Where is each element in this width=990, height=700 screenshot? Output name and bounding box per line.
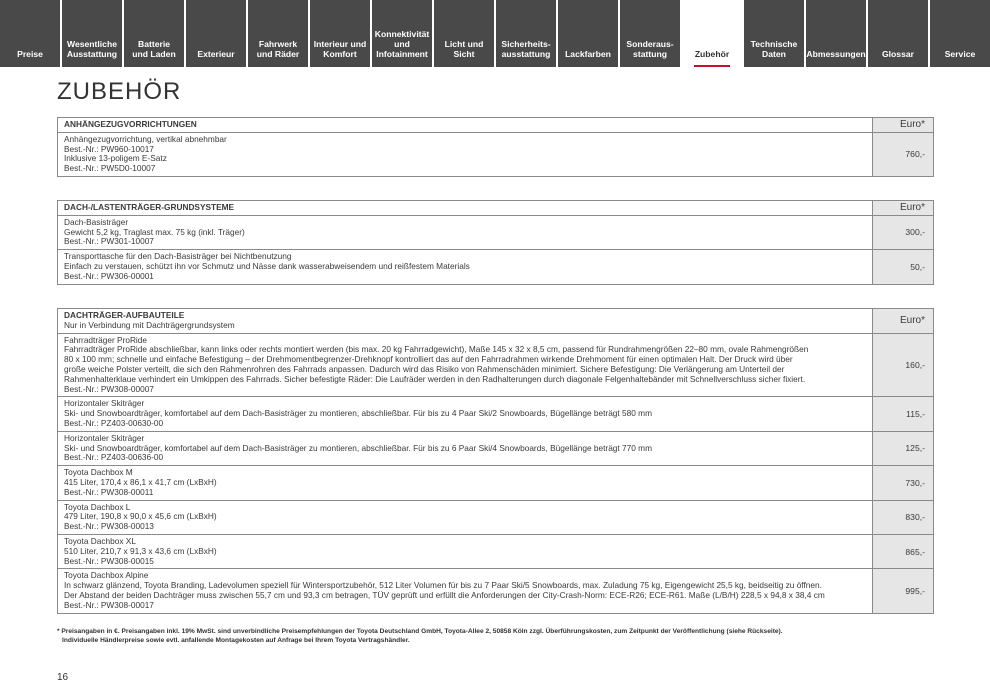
item-detail-line: Ski- und Snowboardträger, komfortabel auf dem Dach-Basisträger zu montieren, abschließbar. Für bis zu 4 Paar Ski/2 Snowboards, Bügellänge beträgt 580 mm: [64, 408, 653, 419]
section-subtitle: Nur in Verbindung mit Dachträgergrundsystem: [64, 319, 235, 330]
item-detail-line: Fahrradträger ProRide abschließbar, kann links oder rechts montiert werden (bis max. 20 kg Fahrradgewicht), Maße 145 x 32 x 8,5 cm, passend für Rundrahmengrößen 22–80 mm, ovale Rahmengrößen: [64, 344, 809, 355]
page-title: ZUBEHÖR: [57, 78, 182, 105]
nav-tab-3[interactable]: Exterieur: [186, 0, 246, 67]
item-price: 300,-: [872, 216, 933, 249]
nav-tab-14[interactable]: Glossar: [868, 0, 928, 67]
item-name: Dach-Basisträger: [64, 216, 129, 227]
item-price: 865,-: [872, 535, 933, 568]
item-detail-line: Gewicht 5,2 kg, Traglast max. 75 kg (inkl. Träger): [64, 226, 245, 237]
footnote-line-1: * Preisangaben in €. Preisangaben inkl. 19% MwSt. sind unverbindliche Preisempfehlungen der Toyota Deutschland GmbH, Toyota-Allee 2, 50858 Köln zzgl. Überführungskosten, zum Zeitpunkt der Veröffentlichung (siehe Rückseite).: [57, 628, 783, 635]
nav-tab-9[interactable]: Lackfarben: [558, 0, 618, 67]
item-detail-line: Best.-Nr.: PW301-10007: [64, 236, 154, 247]
nav-tab-13[interactable]: Abmessungen: [806, 0, 866, 67]
item-price: 160,-: [872, 334, 933, 397]
item-price: 50,-: [872, 250, 933, 283]
nav-tab-5[interactable]: Interieur und Komfort: [310, 0, 370, 67]
item-name: Anhängezugvorrichtung, vertikal abnehmbar: [64, 133, 227, 144]
section-header: [58, 309, 933, 333]
nav-tab-11[interactable]: Zubehör: [682, 0, 742, 67]
item-detail-line: 80 x 100 mm; schnelle und einfache Befestigung – der Drehmomentbegrenzer-Drehknopf kontrolliert das auf den Fahrradrahmen wirkende Drehmoment für einen optimalen Halt. Der Druck wird über: [64, 354, 793, 365]
item-name: Transporttasche für den Dach-Basisträger bei Nichtbenutzung: [64, 251, 292, 262]
nav-tab-10[interactable]: Sonderaus- stattung: [620, 0, 680, 67]
item-name: Toyota Dachbox M: [64, 467, 133, 478]
table-row: [58, 465, 933, 499]
page-number: 16: [57, 672, 69, 683]
item-detail-line: Best.-Nr.: PW960-10017: [64, 143, 154, 154]
item-detail-line: 479 Liter, 190,8 x 90,0 x 45,6 cm (LxBxH): [64, 511, 217, 522]
table-row: [58, 568, 933, 612]
item-detail-line: Best.-Nr.: PW308-00013: [64, 521, 154, 532]
item-price: 760,-: [872, 133, 933, 176]
section-title: ANHÄNGEZUGVORRICHTUNGEN: [64, 119, 197, 129]
item-price: 830,-: [872, 501, 933, 534]
section-header: [58, 118, 933, 132]
price-footnote: [57, 627, 937, 645]
item-detail-line: Best.-Nr.: PW308-00007: [64, 383, 154, 394]
item-detail-line: Best.-Nr.: PW308-00015: [64, 555, 154, 566]
nav-tab-15[interactable]: Service: [930, 0, 990, 67]
currency-header: Euro*: [872, 201, 933, 215]
section-roof-rack-base: [57, 200, 934, 285]
item-name: Toyota Dachbox Alpine: [64, 570, 149, 581]
nav-tab-4[interactable]: Fahrwerk und Räder: [248, 0, 308, 67]
item-detail-line: Der Abstand der beiden Dachträger muss zwischen 55,7 cm und 93,3 cm betragen, TÜV geprüft und erfüllt die Anforderungen der City-Crash-Norm: ECE-R26; ECE-R61. Maße (L/B/H) 228,5 x 94,8 x 38,4 cm: [64, 589, 825, 600]
table-row: [58, 132, 933, 176]
section-roof-rack-attachments: [57, 308, 934, 614]
nav-tab-2[interactable]: Batterie und Laden: [124, 0, 184, 67]
chapter-nav: [0, 0, 990, 67]
item-name: Horizontaler Skiträger: [64, 432, 145, 443]
item-detail-line: Best.-Nr.: PW308-00011: [64, 486, 154, 497]
nav-tab-6[interactable]: Konnektivität und Infotainment: [372, 0, 432, 67]
item-detail-line: Inklusive 13-poligem E-Satz: [64, 153, 167, 164]
item-name: Horizontaler Skiträger: [64, 398, 145, 409]
table-row: [58, 249, 933, 283]
table-row: [58, 215, 933, 249]
item-detail-line: große weiche Polster verteilt, die sich den Rahmenrohren des Fahrrads anpassen. Dadurch wird das Risiko von Rahmenschäden minimiert. Sichere Befestigung: Die Verlängerung am Unterteil der: [64, 363, 785, 374]
table-row: [58, 396, 933, 430]
nav-tab-7[interactable]: Licht und Sicht: [434, 0, 494, 67]
nav-tab-1[interactable]: Wesentliche Ausstattung: [62, 0, 122, 67]
nav-tab-8[interactable]: Sicherheits- ausstattung: [496, 0, 556, 67]
item-detail-line: Best.-Nr.: PW5D0-10007: [64, 163, 156, 174]
table-row: [58, 500, 933, 534]
item-name: Toyota Dachbox L: [64, 501, 131, 512]
table-row: [58, 431, 933, 465]
nav-tab-12[interactable]: Technische Daten: [744, 0, 804, 67]
currency-header: Euro*: [872, 309, 933, 333]
item-price: 995,-: [872, 569, 933, 612]
item-detail-line: Best.-Nr.: PW306-00001: [64, 270, 154, 281]
currency-header: Euro*: [872, 118, 933, 132]
item-detail-line: Best.-Nr.: PW308-00017: [64, 599, 154, 610]
nav-tab-0[interactable]: Preise: [0, 0, 60, 67]
item-detail-line: 510 Liter, 210,7 x 91,3 x 43,6 cm (LxBxH): [64, 545, 217, 556]
item-name: Toyota Dachbox XL: [64, 535, 136, 546]
item-price: 125,-: [872, 432, 933, 465]
item-detail-line: Rahmenhalterklaue verhindert ein Umkippen des Fahrrads. Sicher befestigte Räder: Die Laufräder werden in den Radhalterungen durch diagonale Felgenhaltebänder mit Schnellverschluss sicher fixiert.: [64, 373, 806, 384]
item-price: 115,-: [872, 397, 933, 430]
item-detail-line: Best.-Nr.: PZ403-00636-00: [64, 452, 164, 463]
item-detail-line: Ski- und Snowboardträger, komfortabel auf dem Dach-Basisträger zu montieren, abschließbar. Für bis zu 6 Paar Ski/4 Snowboards, Bügellänge beträgt 770 mm: [64, 442, 653, 453]
table-row: [58, 333, 933, 397]
table-row: [58, 534, 933, 568]
section-trailer-hitches: [57, 117, 934, 177]
item-detail-line: Best.-Nr.: PZ403-00630-00: [64, 417, 164, 428]
footnote-line-2: Individuelle Händlerpreise sowie evtl. anfallende Montagekosten auf Anfrage bei Ihrem Toyota Vertragshändler.: [62, 637, 410, 644]
section-header: [58, 201, 933, 215]
item-price: 730,-: [872, 466, 933, 499]
section-title: DACHTRÄGER-AUFBAUTEILE: [64, 310, 185, 320]
item-detail-line: In schwarz glänzend, Toyota Branding, Ladevolumen speziell für Wintersportzubehör, 512 Liter Volumen für bis zu 7 Paar Ski/5 Snowboards, max. Zuladung 75 kg, Eigengewicht 25,5 kg, beidseitig zu öffnen.: [64, 580, 822, 591]
item-detail-line: 415 Liter, 170,4 x 86,1 x 41,7 cm (LxBxH): [64, 476, 217, 487]
section-title: DACH-/LASTENTRÄGER-GRUNDSYSTEME: [64, 202, 235, 212]
item-name: Fahrradträger ProRide: [64, 334, 148, 345]
item-detail-line: Einfach zu verstauen, schützt ihn vor Schmutz und Nässe dank wasserabweisendem und reißfestem Materials: [64, 260, 470, 271]
